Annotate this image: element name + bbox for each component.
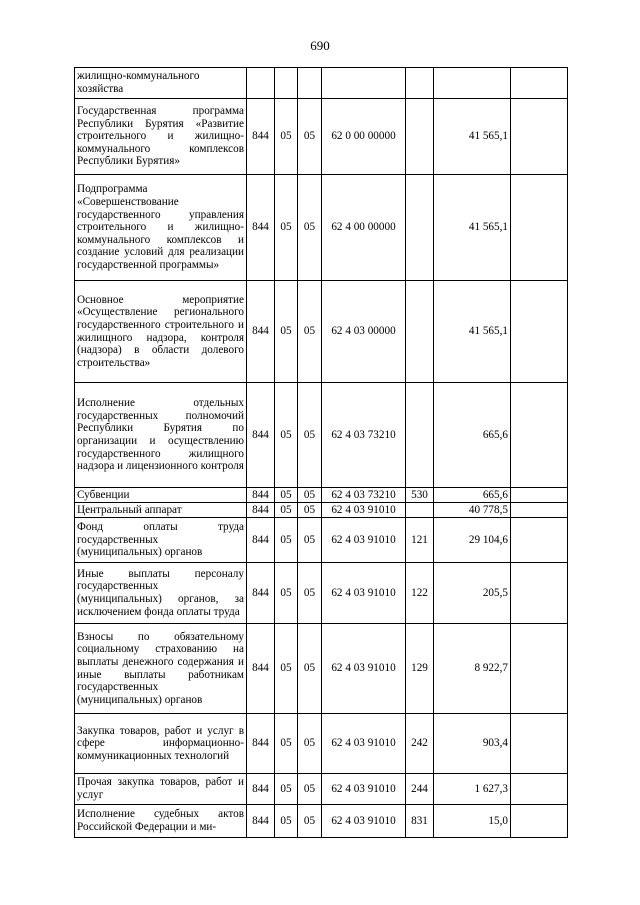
- expense-type-code: [406, 99, 434, 175]
- expense-type-code: 530: [406, 488, 434, 503]
- table-row: [75, 281, 568, 383]
- extra-cell: [511, 175, 568, 281]
- subsection-code: 05: [298, 503, 322, 518]
- ved-code: 844: [247, 624, 275, 714]
- amount: 40 778,5: [434, 503, 511, 518]
- extra-cell: [511, 805, 568, 838]
- table-row: [75, 714, 568, 774]
- amount: 15,0: [434, 805, 511, 838]
- target-article-code: 62 0 00 00000: [322, 99, 406, 175]
- subsection-code: 05: [298, 99, 322, 175]
- amount: 29 104,6: [434, 518, 511, 563]
- expense-type-code: 129: [406, 624, 434, 714]
- expense-type-code: 121: [406, 518, 434, 563]
- row-name: Исполнение судебных актов Российской Федерации и ми-: [75, 805, 247, 838]
- amount: 41 565,1: [434, 99, 511, 175]
- row-name: Взносы по обязательному социальному страхованию на выплаты денежного содержания и иные выплаты работникам государственных (муниципальных) органов: [75, 624, 247, 714]
- expense-type-code: 831: [406, 805, 434, 838]
- extra-cell: [511, 383, 568, 488]
- row-name: Субвенции: [75, 488, 247, 503]
- row-name: Иные выплаты персоналу государственных (муниципальных) органов, за исключением фонда оплаты труда: [75, 563, 247, 624]
- ved-code: 844: [247, 383, 275, 488]
- extra-cell: [511, 488, 568, 503]
- budget-table: [74, 67, 568, 838]
- target-article-code: 62 4 03 91010: [322, 624, 406, 714]
- section-code: 05: [275, 281, 298, 383]
- table-row: [75, 175, 568, 281]
- section-code: 05: [275, 503, 298, 518]
- row-name: Прочая закупка товаров, работ и услуг: [75, 774, 247, 805]
- amount: [434, 68, 511, 99]
- subsection-code: [298, 68, 322, 99]
- amount: 1 627,3: [434, 774, 511, 805]
- expense-type-code: 244: [406, 774, 434, 805]
- table-row: [75, 503, 568, 518]
- extra-cell: [511, 563, 568, 624]
- table-row: [75, 774, 568, 805]
- table-row: [75, 488, 568, 503]
- subsection-code: 05: [298, 563, 322, 624]
- subsection-code: 05: [298, 518, 322, 563]
- expense-type-code: [406, 175, 434, 281]
- ved-code: 844: [247, 518, 275, 563]
- section-code: 05: [275, 383, 298, 488]
- row-name: Государственная программа Республики Бурятия «Развитие строительного и жилищно-коммунального комплексов Республики Бурятия»: [75, 99, 247, 175]
- section-code: 05: [275, 774, 298, 805]
- subsection-code: 05: [298, 624, 322, 714]
- target-article-code: 62 4 03 91010: [322, 563, 406, 624]
- subsection-code: 05: [298, 281, 322, 383]
- table-row: [75, 99, 568, 175]
- ved-code: [247, 68, 275, 99]
- amount: 8 922,7: [434, 624, 511, 714]
- ved-code: 844: [247, 563, 275, 624]
- page-number: 690: [310, 38, 330, 53]
- target-article-code: 62 4 03 00000: [322, 281, 406, 383]
- table-row: [75, 563, 568, 624]
- extra-cell: [511, 68, 568, 99]
- section-code: 05: [275, 563, 298, 624]
- ved-code: 844: [247, 281, 275, 383]
- section-code: [275, 68, 298, 99]
- table-row: [75, 805, 568, 838]
- target-article-code: [322, 68, 406, 99]
- row-name: Подпрограмма «Совершенствование государственного управления строительного и жилищно-коммунального комплексов и создание условий для реализации государственной программы»: [75, 175, 247, 281]
- target-article-code: 62 4 03 91010: [322, 805, 406, 838]
- ved-code: 844: [247, 774, 275, 805]
- extra-cell: [511, 281, 568, 383]
- ved-code: 844: [247, 175, 275, 281]
- expense-type-code: [406, 383, 434, 488]
- row-name: Центральный аппарат: [75, 503, 247, 518]
- target-article-code: 62 4 03 73210: [322, 488, 406, 503]
- extra-cell: [511, 714, 568, 774]
- target-article-code: 62 4 03 91010: [322, 503, 406, 518]
- extra-cell: [511, 99, 568, 175]
- row-name: Закупка товаров, работ и услуг в сфере информационно-коммуникационных технологий: [75, 714, 247, 774]
- subsection-code: 05: [298, 774, 322, 805]
- target-article-code: 62 4 03 91010: [322, 518, 406, 563]
- amount: 665,6: [434, 488, 511, 503]
- target-article-code: 62 4 03 73210: [322, 383, 406, 488]
- ved-code: 844: [247, 714, 275, 774]
- table-row: [75, 518, 568, 563]
- amount: 665,6: [434, 383, 511, 488]
- row-name: Основное мероприятие «Осуществление регионального государственного строительного и жилищного надзора, контроля (надзора) в области долевого строительства»: [75, 281, 247, 383]
- ved-code: 844: [247, 99, 275, 175]
- row-name: Исполнение отдельных государственных полномочий Республики Бурятия по организации и осуществлению государственного жилищного надзора и лицензионного контроля: [75, 383, 247, 488]
- subsection-code: 05: [298, 383, 322, 488]
- target-article-code: 62 4 03 91010: [322, 774, 406, 805]
- ved-code: 844: [247, 805, 275, 838]
- subsection-code: 05: [298, 175, 322, 281]
- expense-type-code: [406, 503, 434, 518]
- section-code: 05: [275, 714, 298, 774]
- ved-code: 844: [247, 503, 275, 518]
- extra-cell: [511, 518, 568, 563]
- target-article-code: 62 4 00 00000: [322, 175, 406, 281]
- table-row: [75, 383, 568, 488]
- section-code: 05: [275, 518, 298, 563]
- section-code: 05: [275, 805, 298, 838]
- ved-code: 844: [247, 488, 275, 503]
- expense-type-code: 122: [406, 563, 434, 624]
- section-code: 05: [275, 175, 298, 281]
- subsection-code: 05: [298, 805, 322, 838]
- extra-cell: [511, 624, 568, 714]
- expense-type-code: [406, 281, 434, 383]
- amount: 41 565,1: [434, 281, 511, 383]
- extra-cell: [511, 503, 568, 518]
- amount: 41 565,1: [434, 175, 511, 281]
- table-row: [75, 624, 568, 714]
- row-name: Фонд оплаты труда государственных (муниципальных) органов: [75, 518, 247, 563]
- section-code: 05: [275, 99, 298, 175]
- table-row: [75, 68, 568, 99]
- subsection-code: 05: [298, 714, 322, 774]
- expense-type-code: [406, 68, 434, 99]
- section-code: 05: [275, 624, 298, 714]
- amount: 903,4: [434, 714, 511, 774]
- extra-cell: [511, 774, 568, 805]
- target-article-code: 62 4 03 91010: [322, 714, 406, 774]
- section-code: 05: [275, 488, 298, 503]
- amount: 205,5: [434, 563, 511, 624]
- expense-type-code: 242: [406, 714, 434, 774]
- subsection-code: 05: [298, 488, 322, 503]
- row-name: жилищно-коммунального хозяйства: [75, 68, 247, 99]
